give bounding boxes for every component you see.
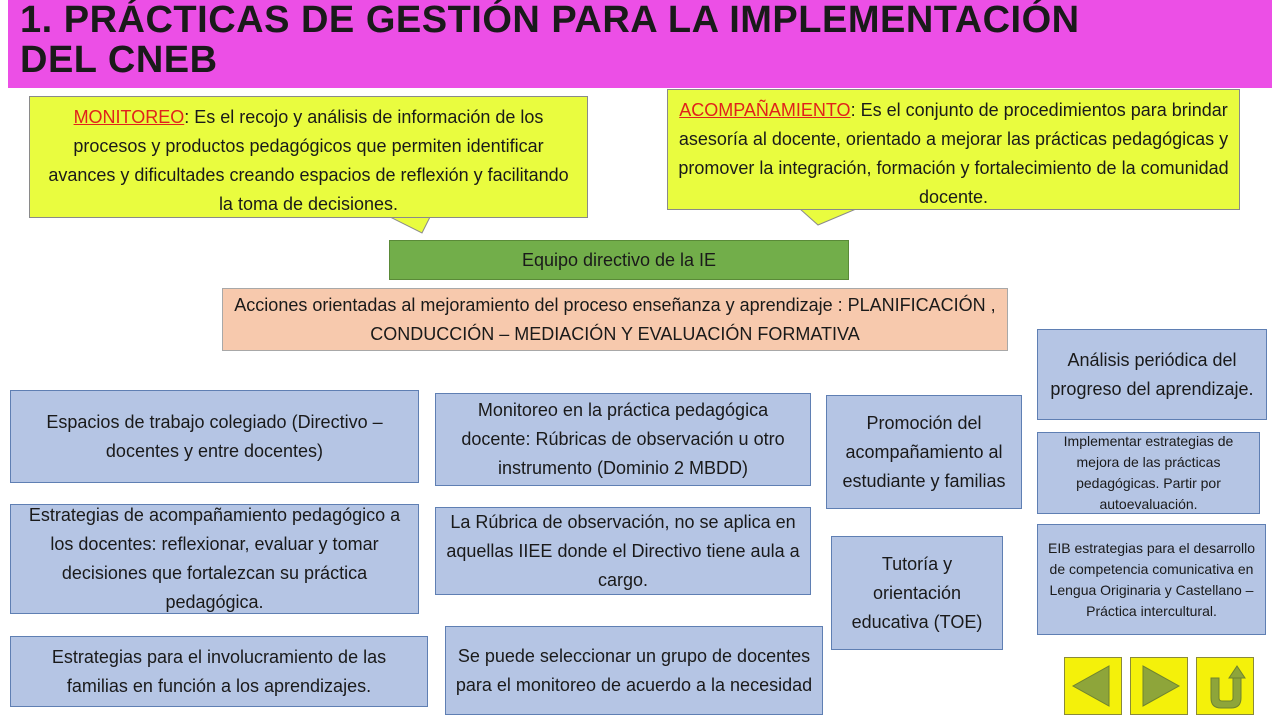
eib-estrategias-label: EIB estrategias para el desarrollo de competencia comunicativa en Lengua Originaria y Castellano – Práctica intercultural. [1048, 539, 1255, 619]
monitoreo-practica-label: Monitoreo en la práctica pedagógica docente: Rúbricas de observación u otro instrumento (Dominio 2 MBDD) [461, 400, 785, 478]
implementar-estrategias-label: Implementar estrategias de mejora de las prácticas pedagógicas. Partir por autoevaluación. [1063, 433, 1234, 512]
monitoreo-keyword: MONITOREO [73, 107, 185, 127]
return-button[interactable] [1196, 657, 1254, 715]
analisis-periodica-box [1037, 329, 1267, 420]
triangle-right-icon [1131, 658, 1187, 714]
eib-estrategias-box [1037, 524, 1266, 635]
estrategias-familias-box [10, 636, 428, 707]
monitoreo-practica-box [435, 393, 811, 486]
acompanamiento-keyword: ACOMPAÑAMIENTO [679, 100, 851, 120]
grupo-docentes-label: Se puede seleccionar un grupo de docentes para el monitoreo de acuerdo a la necesidad [455, 645, 813, 695]
tutoria-orientacion-label: Tutoría y orientación educativa (TOE) [851, 553, 983, 632]
monitoreo-callout-tail [390, 217, 450, 235]
title-bar [8, 0, 1272, 88]
page-title-line-1: 1. PRÁCTICAS DE GESTIÓN PARA LA IMPLEMENTACIÓN [20, 0, 1080, 41]
estrategias-acompanamiento-label: Estrategias de acompañamiento pedagógico a los docentes: reflexionar, evaluar y tomar decisiones que fortalezcan su práctica pedagógica. [28, 505, 401, 612]
acciones-label: Acciones orientadas al mejoramiento del proceso enseñanza y aprendizaje : PLANIFICACIÓN , CONDUCCIÓN – MEDIACIÓN Y EVALUACIÓN FORMATIVA [234, 294, 996, 344]
equipo-directivo-box [389, 240, 849, 280]
promocion-acompanamiento-box [826, 395, 1022, 509]
equipo-directivo-label: Equipo directivo de la IE [521, 249, 717, 270]
rubrica-observacion-label: La Rúbrica de observación, no se aplica en aquellas IIEE donde el Directivo tiene aula a cargo. [446, 511, 800, 590]
espacios-trabajo-colegiado-box [10, 390, 419, 483]
monitoreo-definition: : Es el recojo y análisis de información de los procesos y productos pedagógicos que permiten identificar avances y dificultades creando espacios de reflexión y facilitando la toma de decisiones. [48, 107, 569, 214]
u-turn-arrow-icon [1197, 658, 1253, 714]
acompanamiento-callout [667, 89, 1240, 210]
analisis-periodica-label: Análisis periódica del progreso del aprendizaje. [1050, 349, 1254, 399]
estrategias-familias-label: Estrategias para el involucramiento de las familias en función a los aprendizajes. [51, 646, 387, 696]
monitoreo-callout [29, 96, 588, 218]
previous-slide-button[interactable] [1064, 657, 1122, 715]
acompanamiento-callout-tail [800, 209, 880, 229]
promocion-acompanamiento-label: Promoción del acompañamiento al estudiante y familias [842, 412, 1006, 491]
acciones-box [222, 288, 1008, 351]
implementar-estrategias-box [1037, 432, 1260, 514]
grupo-docentes-box [445, 626, 823, 715]
next-slide-button[interactable] [1130, 657, 1188, 715]
estrategias-acompanamiento-box [10, 504, 419, 614]
page-title [20, 0, 1260, 80]
page-title-line-2: DEL CNEB [20, 39, 218, 81]
triangle-left-icon [1065, 658, 1121, 714]
rubrica-observacion-box [435, 507, 811, 595]
espacios-trabajo-colegiado-label: Espacios de trabajo colegiado (Directivo – docentes y entre docentes) [46, 411, 383, 461]
acompanamiento-definition: : Es el conjunto de procedimientos para brindar asesoría al docente, orientado a mejorar las prácticas pedagógicas y promover la integración, formación y fortalecimiento de la comunidad docente. [678, 100, 1229, 207]
tutoria-orientacion-box [831, 536, 1003, 650]
